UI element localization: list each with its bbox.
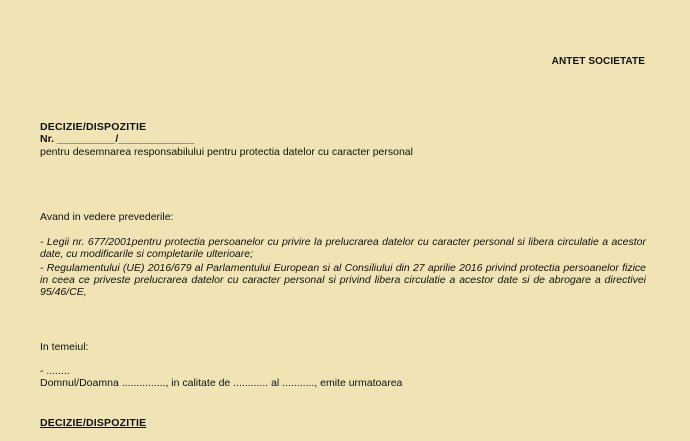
- considering-item-regulation-2016-679: - Regulamentului (UE) 2016/679 al Parlamentului European si al Consiliului din 27 aprilie 2016 privind protectia persoanelor fizice in ceea ce priveste prelucrarea datelor cu caracter personal si privind libera circulatie a acestor date si de abrogare a directivei 95/46/CE,: [40, 262, 646, 298]
- decision-subtitle: pentru desemnarea responsabilului pentru protectia datelor cu caracter personal: [40, 146, 413, 158]
- basis-item: - ........: [40, 365, 70, 377]
- company-header: ANTET SOCIETATE: [551, 56, 645, 67]
- considering-intro: Avand in vedere prevederile:: [40, 211, 174, 223]
- basis-intro: In temeiul:: [40, 341, 89, 353]
- footer-decision-title: DECIZIE/DISPOZITIE: [40, 417, 147, 429]
- decision-number-line: Nr. __________/_____________: [40, 133, 195, 145]
- considering-item-law-677: - Legii nr. 677/2001pentru protectia persoanelor cu privire la prelucrarea datelor cu caracter personal si libera circulatie a acestor date, cu modificarile si completarile ulterioare;: [40, 236, 646, 260]
- basis-statement: Domnul/Doamna ..............., in calitate de ............ al ..........., emite urmatoarea: [40, 377, 403, 389]
- decision-title: DECIZIE/DISPOZITIE: [40, 121, 147, 133]
